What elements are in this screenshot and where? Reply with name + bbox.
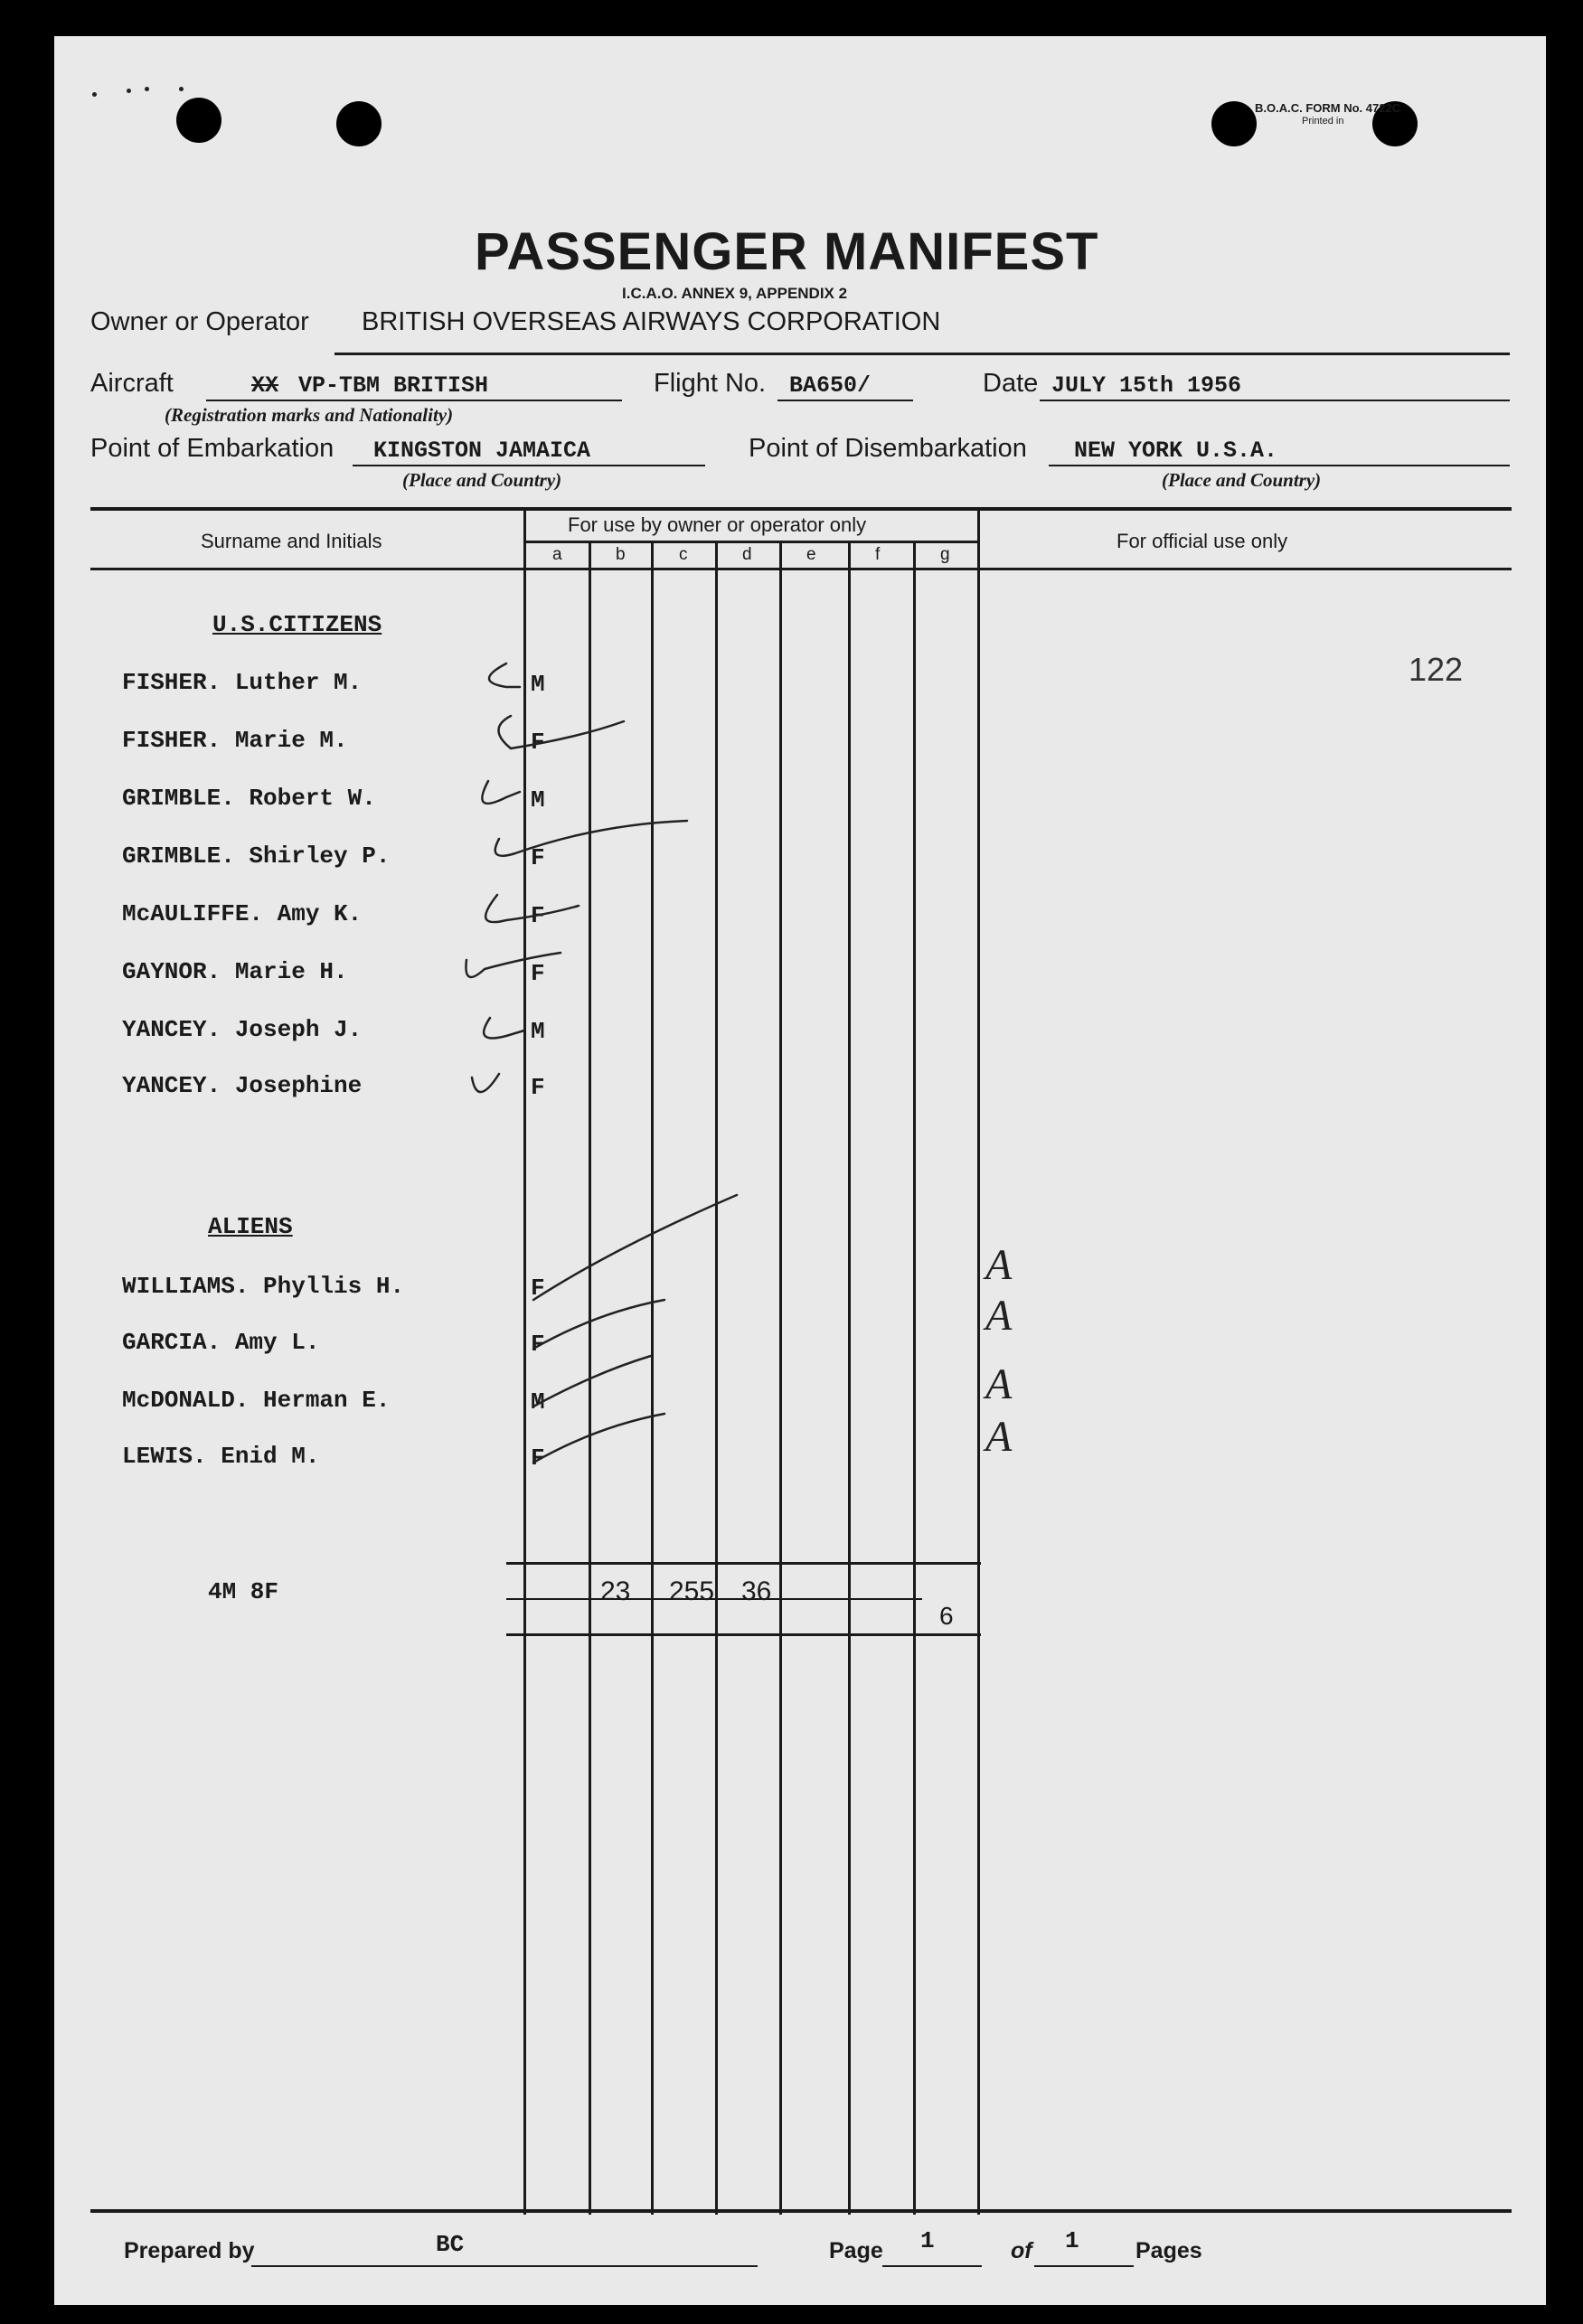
check-mark xyxy=(489,663,520,687)
form-code: B.O.A.C. FORM No. 4722C xyxy=(1255,101,1401,115)
alien-mark: A xyxy=(985,1360,1013,1408)
col-letter-a: a xyxy=(552,545,562,564)
col-letter-g: g xyxy=(940,545,950,564)
check-mark xyxy=(472,1074,499,1092)
check-mark xyxy=(533,1414,664,1463)
alien-mark: A xyxy=(985,1413,1013,1461)
of-label: of xyxy=(1011,2238,1032,2263)
col-surname-header: Surname and Initials xyxy=(201,530,382,552)
totals-g: 6 xyxy=(939,1602,954,1630)
registration-note: (Registration marks and Nationality) xyxy=(165,404,454,426)
aircraft-value: VP-TBM BRITISH xyxy=(298,372,489,399)
passenger-sex: M xyxy=(531,786,545,814)
handwritten-checkmarks xyxy=(54,36,1546,2305)
date-label: Date xyxy=(983,369,1039,398)
passenger-name: GARCIA. Amy L. xyxy=(122,1329,320,1356)
passenger-name: WILLIAMS. Phyllis H. xyxy=(122,1273,405,1300)
embark-value: KINGSTON JAMAICA xyxy=(373,438,591,464)
passenger-name: FISHER. Luther M. xyxy=(122,669,363,696)
col-letter-d: d xyxy=(742,545,752,564)
totals-d: 36 xyxy=(741,1576,772,1606)
section-aliens: ALIENS xyxy=(208,1213,293,1240)
embark-place-note: (Place and Country) xyxy=(402,469,562,491)
owner-label: Owner or Operator xyxy=(90,307,309,336)
check-mark xyxy=(533,1356,651,1407)
check-mark xyxy=(533,1195,737,1300)
passenger-sex: F xyxy=(531,902,545,929)
totals-b: 23 xyxy=(600,1576,631,1606)
prepared-by-label: Prepared by xyxy=(124,2238,255,2263)
passenger-name: LEWIS. Enid M. xyxy=(122,1443,320,1470)
of-underline xyxy=(1034,2265,1134,2267)
prepared-by-value: BC xyxy=(436,2231,465,2258)
passenger-name: FISHER. Marie M. xyxy=(122,727,348,754)
pages-label: Pages xyxy=(1135,2238,1202,2263)
embark-label: Point of Embarkation xyxy=(90,434,335,463)
prepared-by-underline xyxy=(251,2265,758,2267)
page-number-stamp: 122 xyxy=(1409,651,1464,688)
pages-value: 1 xyxy=(1065,2227,1079,2254)
flight-label: Flight No. xyxy=(654,369,767,398)
aircraft-struck-text: XX xyxy=(251,372,279,399)
disembark-label: Point of Disembarkation xyxy=(749,434,1027,463)
col-letter-c: c xyxy=(679,545,688,564)
passenger-name: YANCEY. Josephine xyxy=(122,1072,363,1099)
passenger-sex: F xyxy=(531,844,545,871)
check-mark xyxy=(466,953,561,977)
page-title: PASSENGER MANIFEST xyxy=(475,222,1099,281)
col-letter-e: e xyxy=(806,545,816,564)
owner-value: BRITISH OVERSEAS AIRWAYS CORPORATION xyxy=(362,307,941,336)
check-mark xyxy=(485,895,579,922)
disembark-place-note: (Place and Country) xyxy=(1162,469,1322,491)
totals-bottom-rule xyxy=(506,1633,981,1636)
col-owner-header: For use by owner or operator only xyxy=(568,513,867,536)
passenger-name: McAULIFFE. Amy K. xyxy=(122,900,363,927)
col-letter-b: b xyxy=(616,545,626,564)
totals-top-rule xyxy=(506,1562,981,1565)
check-mark xyxy=(484,1018,524,1039)
passenger-sex: F xyxy=(531,1074,545,1101)
section-us-citizens: U.S.CITIZENS xyxy=(212,611,382,638)
check-mark xyxy=(482,781,520,804)
passenger-sex: F xyxy=(531,1331,545,1358)
aircraft-label: Aircraft xyxy=(90,369,174,398)
passenger-sex: M xyxy=(531,1388,545,1416)
passenger-sex: F xyxy=(531,960,545,987)
flight-value: BA650/ xyxy=(789,372,872,399)
disembark-value: NEW YORK U.S.A. xyxy=(1074,438,1278,464)
manifest-page xyxy=(54,36,1546,2305)
check-mark xyxy=(495,821,687,856)
passenger-sex: M xyxy=(531,1018,545,1045)
passenger-sex: F xyxy=(531,1275,545,1302)
page-underline xyxy=(882,2265,982,2267)
passenger-name: GRIMBLE. Robert W. xyxy=(122,785,376,812)
check-mark xyxy=(499,716,625,748)
passenger-name: YANCEY. Joseph J. xyxy=(122,1016,363,1043)
page-subtitle: I.C.A.O. ANNEX 9, APPENDIX 2 xyxy=(622,285,848,302)
passenger-name: GAYNOR. Marie H. xyxy=(122,958,348,985)
page-value: 1 xyxy=(920,2227,935,2254)
alien-mark: A xyxy=(985,1292,1013,1340)
date-value: JULY 15th 1956 xyxy=(1051,372,1242,399)
alien-mark: A xyxy=(985,1241,1013,1289)
passenger-name: McDONALD. Herman E. xyxy=(122,1387,391,1414)
totals-sex-count: 4M 8F xyxy=(208,1578,279,1605)
check-mark xyxy=(533,1300,664,1349)
footer-top-rule xyxy=(90,2209,1512,2213)
page-label: Page xyxy=(829,2238,883,2263)
col-letter-f: f xyxy=(875,545,881,564)
passenger-sex: F xyxy=(531,1444,545,1472)
form-printed: Printed in xyxy=(1302,116,1344,127)
passenger-sex: F xyxy=(531,729,545,756)
passenger-name: GRIMBLE. Shirley P. xyxy=(122,842,391,870)
col-official-header: For official use only xyxy=(1117,530,1288,552)
totals-c: 255 xyxy=(669,1576,715,1606)
passenger-sex: M xyxy=(531,671,545,698)
